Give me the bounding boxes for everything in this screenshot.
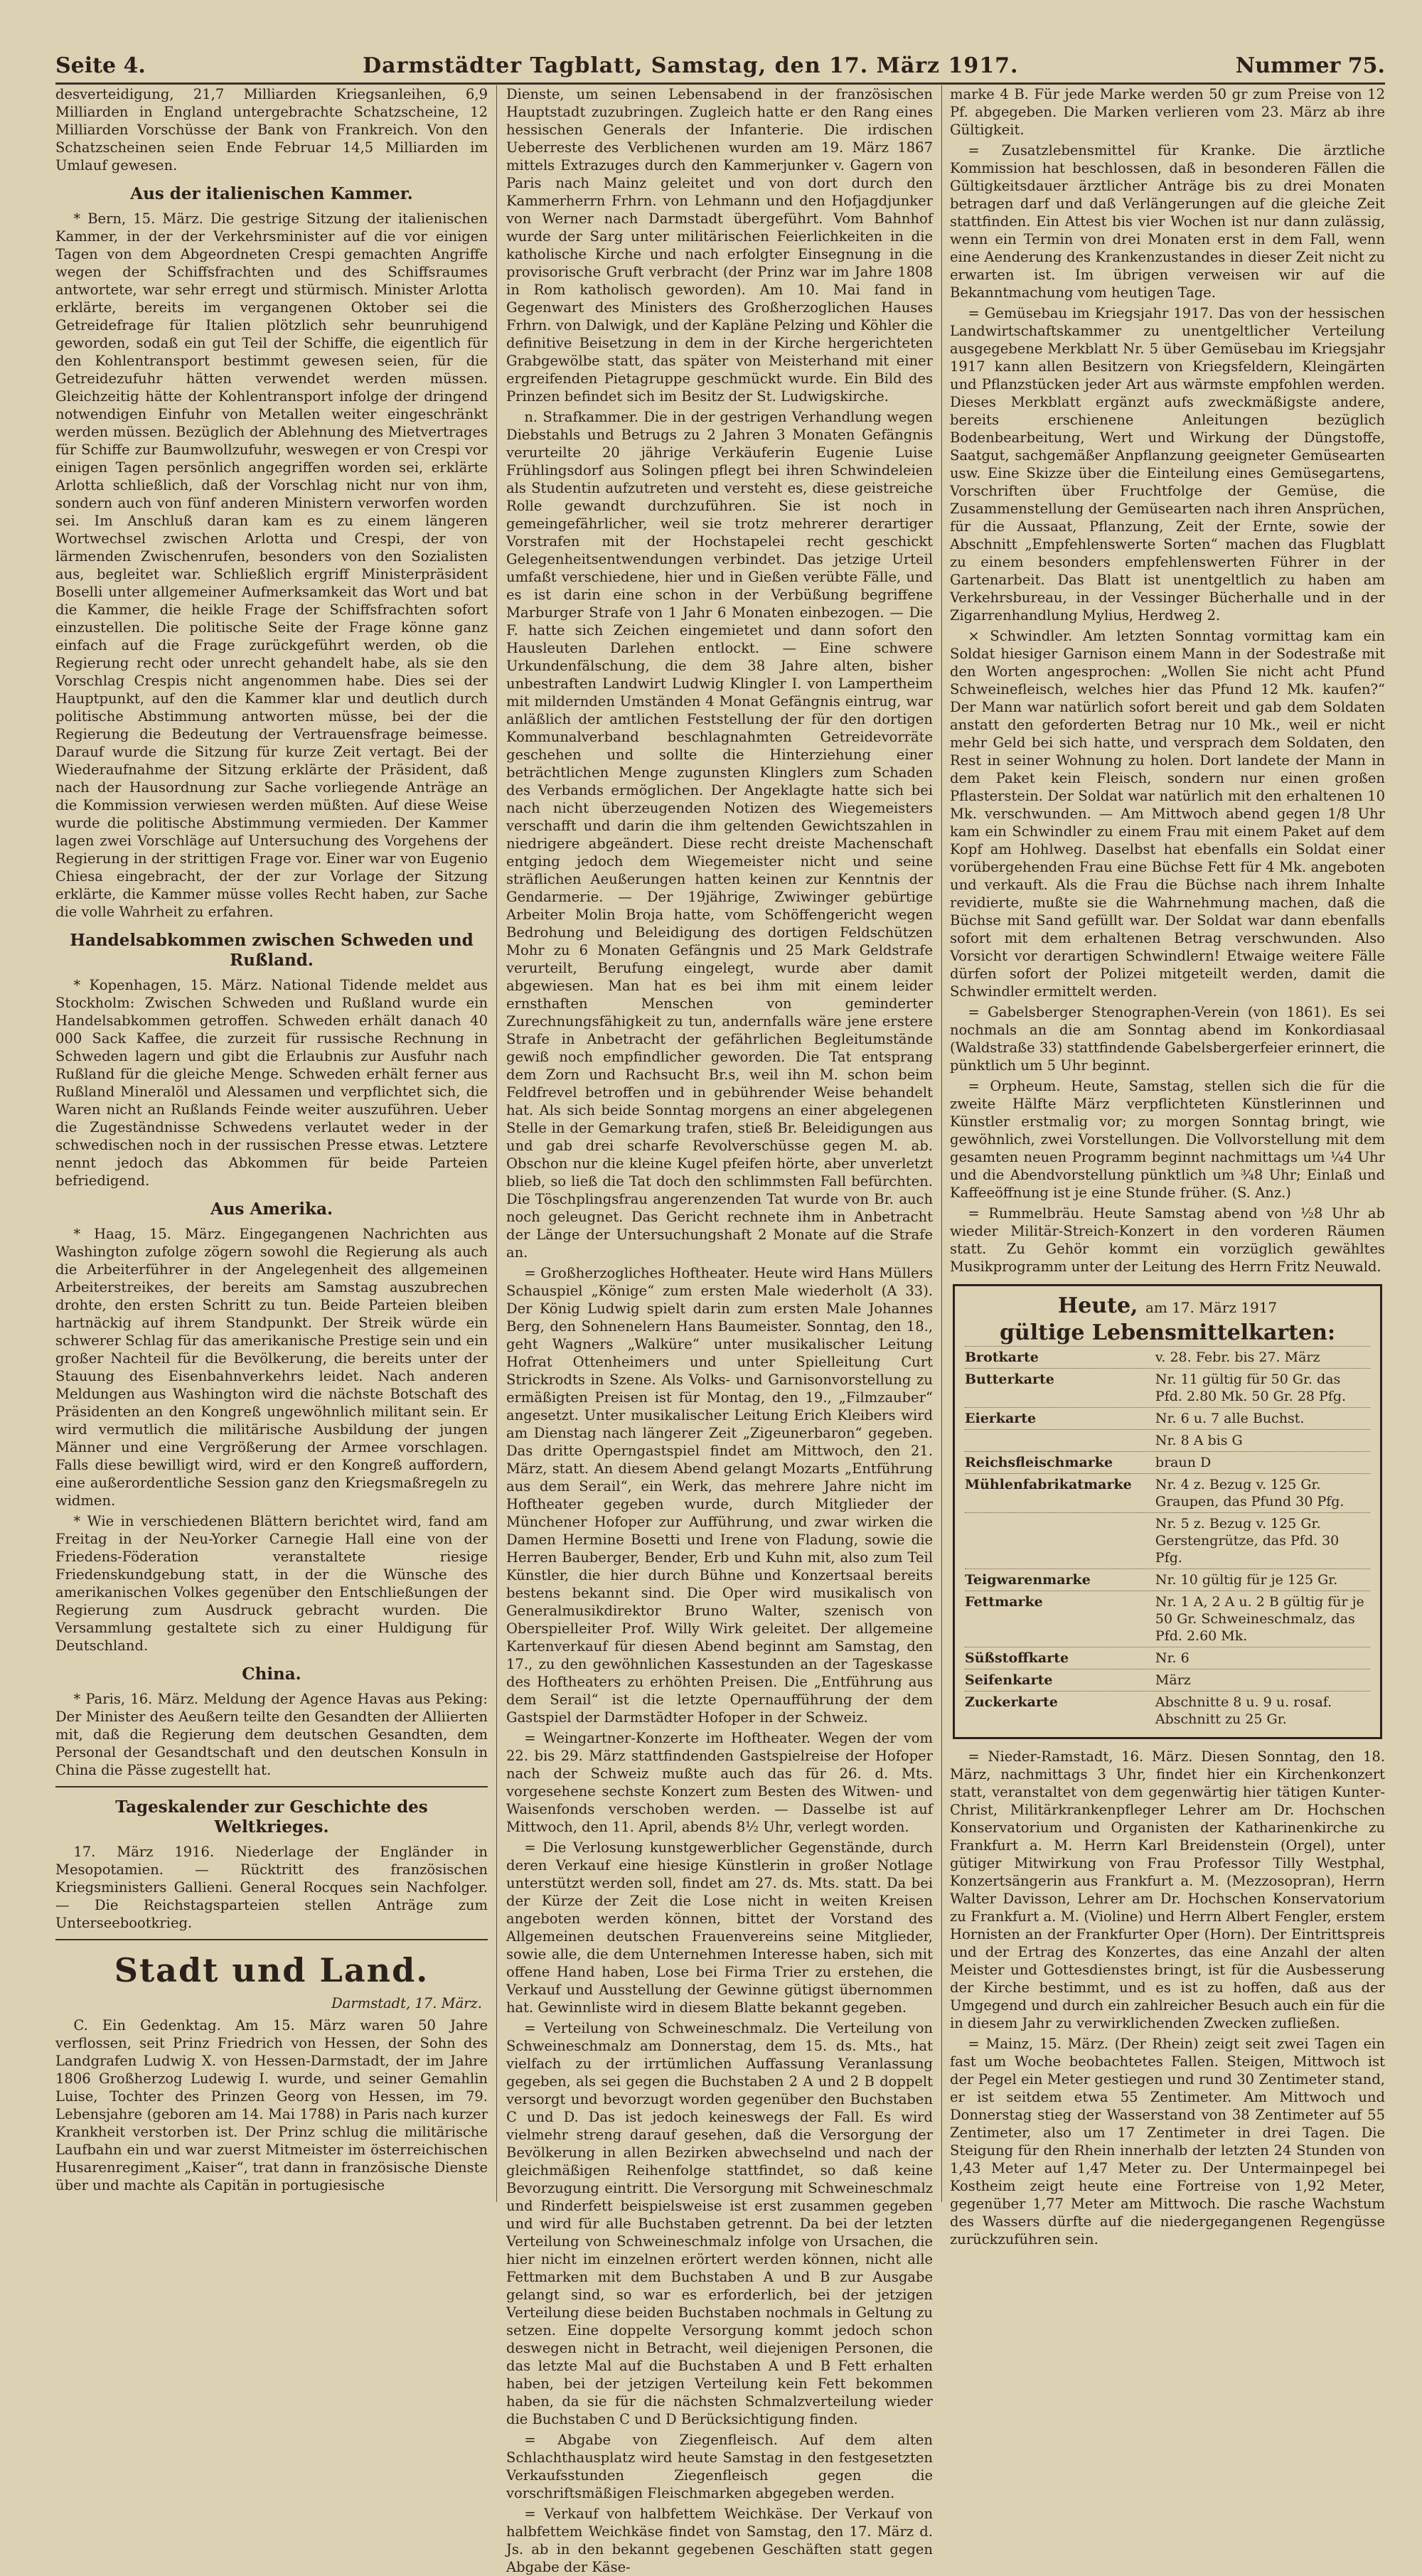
article-text: = Gemüsebau im Kriegsjahr 1917. Das von der hessischen Landwirtschaftskammer zu unentgeltlicher Verteilung ausgegebene Merkblatt Nr. 5 über Gemüsebau im Kriegsjahr 1917 kann allen Besitzern von Kriegsfeldern, Kleingärten und Pflanzstücken jeder Art aus wärmste empfohlen werden. Dieses Merkblatt ergänzt aufs zweckmäßigste andere, bereits erschienene Anleitungen bezüglich Bodenbearbeitung, Wert und Wirkung der Düngstoffe, Saatgut, sachgemäßer Anpflanzung geeigneter Gemüsearten usw. Eine Skizze über die Einteilung eines Gemüsegartens, Vorschriften über Fruchtfolge der Gemüse, die Zusammenstellung der Gemüsearten nach ihren Ansprüchen, für die Aussaat, Pflanzung, Zeit der Ernte, sowie der Abschnitt „Empfehlenswerte Sorten“ machen das Flugblatt zu einem besonders empfehlenswerten Führer in der Gartenarbeit. Das Blatt ist unentgeltlich zu haben am Verkehrsbureau, in der Vessinger Bücherhalle und in der Zigarrenhandlung Mylius, Herdweg 2. [950,305,1385,624]
column-divider [496,85,497,2202]
article-text: = Großherzogliches Hoftheater. Heute wird Hans Müllers Schauspiel „Könige“ zum ersten Male wiederholt (A 33). Der König Ludwig spielt darin zum ersten Male Johannes Berg, den Sohnenelern Hans Baumeister. Sonntag, den 18., geht Wagners „Walküre“ unter musikalischer Leitung Hofrat Ottenheimers und unter Spielleitung Curt Strickrodts in Szene. Als Volks- und Garnisonvorstellung zu ermäßigten Preisen ist für Montag, den 19., „Filmzauber“ angesetzt. Unter musikalischer Leitung Erich Kleibers wird am Dienstag nach längerer Zeit „Zigeunerbaron“ gegeben. Das dritte Operngastspiel findet am Mittwoch, den 21. März, statt. An diesem Abend gelangt Mozarts „Entführung aus dem Serail“, ein Werk, das mehrere Jahre nicht im Hoftheater gegeben wurde, durch Mitglieder der Münchener Hofoper zur Aufführung, und zwar wirken die Damen Hermine Bosetti und Irene von Fladung, sowie die Herren Bauberger, Bender, Erb und Kuhn mit, also zum Teil Künstler, die hier durch Bühne und Konzertsaal bereits bestens bekannt sind. Die Oper wird musikalisch von Generalmusikdirektor Bruno Walter, szenisch von Oberspielleiter Prof. Willy Wirk geleitet. Der allgemeine Kartenverkauf für diesen Abend beginnt am Samstag, den 17., zu den gewöhnlichen Kassestunden an der Tageskasse des Hoftheaters zu erhöhten Preisen. Die „Entführung aus dem Serail“ ist die letzte Opernaufführung der dem Gastspiel der Darmstädter Hofoper in der Schweiz. [506,1265,933,1726]
section-divider [55,1939,488,1940]
ration-box-subtitle: gültige Lebensmittelkarten: [999,1320,1336,1345]
ration-card-name [965,1432,1155,1449]
ration-row [965,1451,1370,1473]
ration-row [965,1368,1370,1407]
article-text: = Zusatzlebensmittel für Kranke. Die ärztliche Kommission hat beschlossen, daß in besonderen Fällen die Gültigkeitsdauer ärztlicher Anträge bis zu drei Monaten betragen darf und daß Verlängerungen auf die gleiche Zeit stattfinden. Ein Attest bis vier Wochen ist nur dann zulässig, wenn ein Termin von drei Monaten erst in dem Fall, wenn eine Aenderung des Krankenzustandes in dieser Zeit nicht zu erwarten ist. Im übrigen verweisen wir auf die Bekanntmachung vom heutigen Tage. [950,142,1385,301]
page-number: Seite 4. [55,53,146,78]
article-text: * Paris, 16. März. Meldung der Agence Havas aus Peking: Der Minister des Aeußern teilte den Gesandten der Alliierten mit, daß die Regierung dem deutschen Gesandten, dem Personal der Gesandtschaft und den deutschen Konsuln in China die Pässe zugestellt hat. [55,1691,488,1778]
ration-rows [965,1346,1370,1730]
article-text: = Nieder-Ramstadt, 16. März. Diesen Sonntag, den 18. März, nachmittags 3 Uhr, findet hier ein Kirchenkonzert statt, veranstaltet von dem gegenwärtig hier tätigen Kunter-Christ, Militärkrankenpfleger Lehrer am Dr. Hochschen Konservatorium und Organisten der Katharinenkirche zu Frankfurt a. M. Herrn Karl Breidenstein (Orgel), unter gütiger Mitwirkung von Frau Professor Tilly Westphal, Konzertsängerin aus Frankfurt a. M. (Mezzosopran), Herrn Walter Davisson, Lehrer am Dr. Hochschen Konservatorium zu Frankfurt a. M. (Violine) und Herrn Albert Fengler, erstem Hornisten an der Frankfurter Oper (Horn). Der Eintrittspreis und der Ertrag des Konzertes, das eine Anzahl der alten Meister und Gottesdienstes bringt, ist für die Ausbesserung der Kirche bestimmt, und es ist zu hoffen, daß aus der Umgegend und durch ein zahlreicher Besuch auch ein für die in diesem Jahr zu verwirklichenden Zwecken zufließen. [950,1748,1385,2031]
ration-row [965,1473,1370,1512]
ration-card-name: Teigwarenmarke [965,1572,1091,1588]
article-text: = Abgabe von Ziegenfleisch. Auf dem alten Schlachthausplatz wird heute Samstag in den festgesetzten Verkaufsstunden Ziegenfleisch gegen die vorschriftsmäßigen Fleischmarken abgegeben werden. [506,2432,933,2501]
article-text: = Weingartner-Konzerte im Hoftheater. Wegen der vom 22. bis 29. März stattfindenden Gastspielreise der Hofoper nach der Schweiz mußte auch das für 26. d. Mts. vorgesehene sechste Konzert zum Besten des Witwen- und Waisenfonds verschoben werden. — Dasselbe ist auf Mittwoch, den 11. April, abends 8½ Uhr, verlegt worden. [506,1730,933,1835]
column-2 [506,85,933,2575]
article-text: = Verteilung von Schweineschmalz. Die Verteilung von Schweineschmalz am Donnerstag, dem 15. ds. Mts., hat vielfach zu der irrtümlichen Auffassung Veranlassung gegeben, als sei gegen die Buchstaben 2 A und 2 B doppelt versorgt und bevorzugt worden gegenüber den Buchstaben C und D. Das ist jedoch keineswegs der Fall. Es wird vielmehr streng darauf gesehen, daß die Versorgung der Bevölkerung in allen Bezirken abwechselnd und nach der gleichmäßigen Reihenfolge stattfindet, so daß keine Bevorzugung eintritt. Die Versorgung mit Schweineschmalz und Rinderfett beispielsweise ist erst zusammen gegeben und wird für alle Buchstaben getrennt. Da bei der letzten Verteilung von Schweineschmalz infolge von Ursachen, die hier nicht im einzelnen erörtert werden können, nicht alle Fettmarken mit dem Buchstaben A und B zur Ausgabe gelangt sind, so war es erforderlich, bei der jetzigen Verteilung diese beiden Buchstaben nochmals in Geltung zu setzen. Eine doppelte Versorgung kommt jedoch schon deswegen nicht in Betracht, weil diejenigen Personen, die das letzte Mal auf die Buchstaben A und B Fett erhalten haben, bei der jetzigen Verteilung kein Fett bekommen haben, da sie für die nächsten Schmalzverteilung wieder die Buchstaben C und D Berücksichtigung finden. [506,2020,933,2427]
ration-row [965,1568,1370,1591]
article-text: 17. März 1916. Niederlage der Engländer in Mesopotamien. — Rücktritt des französischen Kriegsministers Gallieni. General Rocques sein Nachfolger. — Die Reichstagsparteien stellen Anträge zum Unterseebootkrieg. [55,1844,488,1931]
ration-title-date: am 17. März 1917 [1145,1299,1278,1316]
article-text: = Gabelsberger Stenographen-Verein (von 1861). Es sei nochmals an die am Sonntag abend im Konkordiasaal (Waldstraße 33) stattfindende Gabelsbergerfeier erinnert, die pünktlich um 5 Uhr beginnt. [950,1004,1385,1074]
ration-card-name: Mühlenfabrikatmarke [965,1477,1132,1492]
article-text: = Verkauf von halbfettem Weichkäse. Der Verkauf von halbfettem Weichkäse findet von Samstag, den 17. März d. Js. ab in den bekannt gegebenen Geschäften statt gegen Abgabe der Käse- [506,2506,933,2575]
ration-card-validity: Nr. 4 z. Bezug v. 125 Gr. Graupen, das Pfund 30 Pfg. [1155,1477,1345,1509]
ration-row [965,1669,1370,1691]
article-text: * Haag, 15. März. Eingegangenen Nachrichten aus Washington zufolge zögern sowohl die Regierung als auch die Arbeiterführer in der Angelegenheit des allgemeinen Arbeiterstreikes, der bereits am Samstag auszubrechen drohte, den ersten Schritt zu tun. Beide Parteien bleiben hartnäckig auf ihrem Standpunkt. Der Streik würde ein schwerer Schlag für das amerikanische Prestige sein und ein großer Nachteil für die Bevölkerung, die bereits unter der Stauung des Eisenbahnverkehrs leidet. Nach anderen Meldungen aus Washington wird die nächste Botschaft des Präsidenten an den Kongreß ungewöhnlich militant sein. Er wird vermutlich die militärische Ausbildung der jungen Männer und eine Vergrößerung der Armee vorschlagen. Falls diese bewilligt wird, wird er den Kongreß auffordern, eine außerordentliche Session ganz den Kriegsmaßregeln zu widmen. [55,1226,488,1509]
ration-card-validity: braun D [1155,1455,1212,1470]
article-text: desverteidigung, 21,7 Milliarden Kriegsanleihen, 6,9 Milliarden in England untergebrachte Schatzscheine, 12 Milliarden Vorschüsse der Bank von Frankreich. Von den Schatzscheinen seien Ende Februar 14,5 Milliarden im Umlauf gewesen. [55,86,488,173]
headline-war-calendar: Tageskalender zur Geschichte des Weltkrieges. [115,1797,428,1837]
section-divider [55,1786,488,1787]
ration-card-name [965,1515,1155,1566]
ration-card-validity: Nr. 6 [1155,1650,1190,1666]
ration-cards-box [953,1284,1382,1739]
ration-card-name: Eierkarte [965,1411,1037,1426]
column-3 [950,85,1385,2248]
ration-row [965,1647,1370,1669]
ration-card-validity: Nr. 11 gültig für 50 Gr. das Pfd. 2.80 Mk. 50 Gr. 28 Pfg. [1155,1372,1347,1404]
ration-card-name: Reichsfleischmarke [965,1455,1113,1470]
ration-card-name: Zuckerkarte [965,1694,1058,1710]
ration-row [965,1591,1370,1647]
ration-card-validity: Nr. 6 u. 7 alle Buchst. [1155,1411,1305,1426]
article-text: = Mainz, 15. März. (Der Rhein) zeigt seit zwei Tagen ein fast um Woche beobachtetes Fallen. Steigen, Mittwoch ist der Pegel ein Meter gestiegen und rund 30 Zentimeter stand, er ist seitdem etwa 55 Zentimeter. Am Mittwoch und Donnerstag stieg der Wasserstand von 38 Zentimeter auf 55 Zentimeter, also um 17 Zentimeter in drei Tagen. Die Steigung für den Rhein innerhalb der letzten 24 Stunden von 1,43 Meter auf 1,47 Meter zu. Der Untermainpegel bei Kostheim zeigt heute eine Fortreise von 1,92 Meter, gegenüber 1,77 Meter am Mittwoch. Die rasche Wachstum des Wassers dürfte auf die niedergegangenen Regengüsse zurückzuführen sein. [950,2036,1385,2248]
ration-card-name: Fettmarke [965,1594,1043,1610]
article-text: = Die Verlosung kunstgewerblicher Gegenstände, durch deren Verkauf eine hiesige Künstlerin in großer Notlage unterstützt werden soll, findet am 27. ds. Mts. statt. Da bei der Kürze der Zeit die Lose nicht in weiten Kreisen angeboten werden können, bittet der Vorstand des Allgemeinen deutschen Frauenvereins seine Mitglieder, sowie alle, die dem Unternehmen Interesse haben, sich mit offene Hand haben, Lose bei Firma Trier zu erstehen, die Verkauf und Ausstellung der Gewinne gütigst übernommen hat. Gewinnliste wird in diesem Blatte bekannt gegeben. [506,1839,933,2016]
ration-row [965,1407,1370,1429]
ration-row [965,1429,1370,1451]
newspaper-title-date: Darmstädter Tagblatt, Samstag, den 17. März 1917. [363,53,1019,78]
dateline: Darmstadt, 17. März. [331,1995,482,2011]
ration-card-validity: Nr. 10 gültig für je 125 Gr. [1155,1572,1338,1588]
article-text: Dienste, um seinen Lebensabend in der französischen Hauptstadt zuzubringen. Zugleich hatte er den Rang eines hessischen Generals der Infanterie. Die irdischen Ueberreste des Verblichenen wurden am 19. März 1867 mittels Extrazuges durch den Kammerjunker v. Gagern von Paris nach Mainz geleitet und von dort durch den Kammerherrn Frhrn. von Lehmann und den Hofjagdjunker von Werner nach Darmstadt übergeführt. Vom Bahnhof wurde der Sarg unter militärischen Feierlichkeiten in die katholische Kirche und nach erfolgter Einsegnung in die provisorische Gruft verbracht (der Prinz war im Jahre 1808 in Rom katholisch geworden). Am 10. Mai fand in Gegenwart des Ministers des Großherzoglichen Hauses Frhrn. von Dalwigk, und der Kapläne Pelzing und Köhler die definitive Beisetzung in dem in der Kirche hergerichteten Grabgewölbe statt, das später von Meisterhand mit einer ergreifenden Pietagruppe geschmückt wurde. Ein Bild des Prinzen befindet sich im Besitz der St. Ludwigskirche. [506,86,933,405]
column-divider [941,85,942,2202]
article-text: * Wie in verschiedenen Blättern berichtet wird, fand am Freitag in der Neu-Yorker Carnegie Hall eine von der Friedens-Föderation veranstaltete riesige Friedenskundgebung statt, in der die Wünsche des amerikanischen Volkes gegenüber den Entschließungen der Regierung zum Ausdruck gebracht wurden. Die Versammlung gestaltete sich zu einer Huldigung für Deutschland. [55,1513,488,1654]
ration-box-title [965,1293,1370,1320]
ration-card-name: Seifenkarte [965,1672,1053,1688]
headline-america: Aus Amerika. [210,1199,333,1219]
article-text: n. Strafkammer. Die in der gestrigen Verhandlung wegen Diebstahls und Betrugs zu 2 Jahren 3 Monaten Gefängnis verurteilte 20 jährige Verkäuferin Eugenie Luise Frühlingsdorf aus Solingen pflegt bei ihren Schwindeleien als Studentin aufzutreten und versteht es, diese geistreiche Rolle gewandt durchzuführen. Sie ist noch in gemeingefährlicher, weil sie trotz mehrerer derartiger Vorstrafen mit der Hochstapelei recht geschickt Gelegenheitsentwendungen verbindet. Das jetzige Urteil umfaßt verschiedene, hier und in Gießen verübte Fälle, und es ist darin eine schon in der Verbüßung begriffene Marburger Strafe von 1 Jahr 6 Monaten einbezogen. — Die F. hatte sich Zeichen eingemietet und dann sofort den Hausleuten Darlehen entlockt. — Eine schwere Urkundenfälschung, die dem 38 Jahre alten, bisher unbestraften Landwirt Ludwig Klingler I. von Lampertheim mit mildernden Umständen 4 Monat Gefängnis eintrug, war anläßlich der amtlichen Feststellung der für den dortigen Kommunalverband beschlagnahmten Getreidevorräte geschehen und sollte die Hinterziehung einer beträchtlichen Menge zugunsten Klinglers zum Schaden des Verbands ermöglichen. Der Angeklagte hatte sich bei nach nicht überzeugenden Notizen des Wiegemeisters verschafft und darin die ihm geltenden Gewichtszahlen in niedrigere abgeändert. Diese recht dreiste Machenschaft entging jedoch dem Wiegemeister nicht und seine sträflichen Aeußerungen hatten keinen zur Kenntnis der Gendarmerie. — Der 19jährige, Zwiwinger gebürtige Arbeiter Molin Broja hatte, vom Schöffengericht wegen Bedrohung und Beleidigung des dortigen Feldschützen Mohr zu 6 Monaten Gefängnis und 25 Mark Geldstrafe verurteilt, Berufung eingelegt, wurde aber damit abgewiesen. Man hat es bei ihm mit einem leider ernsthaften Menschen von geminderter Zurechnungsfähigkeit zu tun, andernfalls wäre jene erstere Strafe in Anbetracht der gefährlichen Begleitumstände gewiß noch empfindlicher geworden. Die Tat entsprang dem Zorn und Rachsucht Br.s, weil ihn M. schon beim Feldfrevel betroffen und in gebührender Weise behandelt hat. Als sich beide Sonntag morgens an einer abgelegenen Stelle in der Gemarkung trafen, stieß Br. Beleidigungen aus und gab drei scharfe Revolverschüsse gegen M. ab. Obschon nur die kleine Kugel pfeifen hörte, aber unverletzt blieb, so ließ die Tat doch den schlimmsten Fall befürchten. Die Töschplingsfrau angerenzenden Tat wurde von Br. auch noch geleugnet. Das Gericht rechnete ihm in Anbetracht der Länge der Untersuchungshaft 2 Monate auf die Strafe an. [506,409,933,1261]
issue-number: Nummer 75. [1235,53,1385,78]
headline-trade-agreement: Handelsabkommen zwischen Schweden und Rußland. [70,931,474,970]
headline-italian-chamber: Aus der italienischen Kammer. [130,184,413,203]
ration-card-validity: März [1155,1672,1191,1688]
ration-card-validity: Nr. 5 z. Bezug v. 125 Gr. Gerstengrütze, das Pfd. 30 Pfg. [1155,1516,1340,1566]
article-text: * Bern, 15. März. Die gestrige Sitzung der italienischen Kammer, in der der Verkehrsminister auf die vor einigen Tagen von dem Abgeordneten Crespi gemachten Angriffe wegen der Schiffsfrachten und des Schiffsraumes antwortete, war sehr erregt und stürmisch. Minister Arlotta erklärte, bereits im vergangenen Oktober sei die Getreidefrage für Italien plötzlich sehr beunruhigend geworden, sodaß ein gut Teil der Schiffe, die eigentlich für den Kohlentransport bestimmt gewesen seien, für die Getreidezufuhr hätten verwendet werden müssen. Gleichzeitig hätte der Kohlentransport infolge der dringend notwendigen Einfuhr von Metallen weiter eingeschränkt werden müssen. Bezüglich der Ablehnung des Mietvertrages für Schiffe zur Baumwollzufuhr, weswegen er von Crespi vor einigen Tagen persönlich angegriffen worden sei, erklärte Arlotta schließlich, daß der Vorschlag nicht nur von ihm, sondern auch von fünf anderen Ministern verworfen worden sei. Im Anschluß daran kam es zu einem längeren Wortwechsel zwischen Arlotta und Crespi, der von lärmenden Zwischenrufen, besonders von den Sozialisten aus, begleitet war. Schließlich ergriff Ministerpräsident Boselli unter allgemeiner Aufmerksamkeit das Wort und bat die Kammer, die heikle Frage der Schiffsfrachten sofort einzustellen. Die politische Seite der Frage könne ganz einfach auf die Frage zurückgeführt werden, ob die Regierung recht oder unrecht gehandelt habe, als sie den Vorschlag Crespis nicht angenommen habe. Dies sei der Hauptpunkt, auf den die Kammer klar und deutlich durch politische Abstimmung antworten müsse, bei der die Regierung die Bedeutung der Vertrauensfrage beimesse. Darauf wurde die Sitzung für kurze Zeit vertagt. Bei der Wiederaufnahme der Sitzung erklärte der Präsident, daß nach der Hausordnung zur Sache vorliegende Anträge an die Kommission verwiesen werden müßten. Auf diese Weise wurde die politische Abstimmung vermieden. Der Kammer lagen zwei Vorschläge auf Untersuchung des Vorgehens der Regierung in der strittigen Frage vor. Einer war von Eugenio Chiesa eingebracht, der der zur Vorlage der Sitzung erklärte, die Kammer müsse volles Recht haben, zur Sache die volle Wahrheit zu erfahren. [55,210,488,920]
article-text: C. Ein Gedenktag. Am 15. März waren 50 Jahre verflossen, seit Prinz Friedrich von Hessen, der Sohn des Landgrafen Ludwig X. von Hessen-Darmstadt, der im Jahre 1806 Großherzog Ludewig I. wurde, und seiner Gemahlin Luise, Tochter des Prinzen Georg von Hessen, im 79. Lebensjahre (geboren am 14. Mai 1788) in Paris nach kurzer Krankheit verstorben ist. Der Prinz schlug die militärische Laufbahn ein und war zuerst Mitmeister im österreichischen Husarenregiment „Kaiser“, trat dann in französische Dienste über und machte als Capitän in portugiesische [55,2017,488,2193]
article-text: × Schwindler. Am letzten Sonntag vormittag kam ein Soldat hiesiger Garnison einem Mann in der Sodestraße mit den Worten angesprochen: „Wollen Sie nicht acht Pfund Schweinefleisch, welches hier das Pfund 12 Mk. kaufen?“ Der Mann war natürlich sofort bereit und gab dem Soldaten anstatt den geforderten Betrag nur 10 Mk., weil er nicht mehr Geld bei sich hatte, und versprach dem Soldaten, den Rest in seiner Wohnung zu holen. Dort landete der Mann in dem Paket kein Fleisch, sondern nur einen großen Pflasterstein. Der Soldat war natürlich mit den erhaltenen 10 Mk. verschwunden. — Am Mittwoch abend gegen 1/8 Uhr kam ein Schwindler zu einem Frau mit einem Paket auf dem Kopf am Hohlweg. Daselbst hat ebenfalls ein Soldat einer vorübergehenden Frau eine Büchse Fett für 4 Mk. angeboten und verkauft. Als die Frau die Büchse nach ihrem Inhalte revidierte, mußte sie die Wahrnehmung machen, daß die Büchse mit Sand gefüllt war. Der Soldat war dann ebenfalls sofort mit dem erhaltenen Betrag verschwunden. Also Vorsicht vor derartigen Schwindlern! Etwaige weitere Fälle dürfen sofort der Polizei mitgeteilt werden, damit die Schwindler ermittelt werden. [950,628,1385,1000]
article-text: = Orpheum. Heute, Samstag, stellen sich die für die zweite Hälfte März verpflichteten Künstlerinnen und Künstler erstmalig vor; zu morgen Sonntag bringt, wie gewöhnlich, zwei Vorstellungen. Die Vollvorstellung mit dem gesamten neuen Programm beginnt nachmittags um ¼4 Uhr und die Abendvorstellung pünktlich um ¾8 Uhr; Einlaß und Kaffeeöffnung ist je eine Stunde früher. (S. Anz.) [950,1078,1385,1201]
article-text: = Rummelbräu. Heute Samstag abend von ½8 Uhr ab wieder Militär-Streich-Konzert in den vorderen Räumen statt. Zu Gehör kommt ein vorzüglich gewähltes Musikprogramm unter der Leitung des Herrn Fritz Neuwald. [950,1205,1385,1275]
article-text: marke 4 B. Für jede Marke werden 50 gr zum Preise von 12 Pf. abgegeben. Die Marken verlieren vom 23. März ab ihre Gültigkeit. [950,86,1385,138]
article-text: * Kopenhagen, 15. März. National Tidende meldet aus Stockholm: Zwischen Schweden und Rußland wurde ein Handelsabkommen getroffen. Schweden erhält danach 40 000 Sack Kaffee, die zurzeit für russische Rechnung in Schweden lagern und gibt die Erlaubnis zur Ausfuhr nach Rußland für die gleiche Menge. Schweden erhält ferner aus Rußland Mineralöl und Alessamen und verpflichtet sich, die Waren nicht an Rußlands Feinde weiter auszuführen. Ueber die Zugeständnisse Schwedens verlautet weder in der schwedischen noch in der russischen Presse etwas. Letztere nennt jedoch das Abkommen für beide Parteien befriedigend. [55,977,488,1189]
column-1 [55,85,488,2202]
ration-row [965,1512,1370,1568]
section-title-city-and-country: Stadt und Land. [114,1951,429,1989]
ration-card-validity: Nr. 8 A bis G [1155,1433,1243,1448]
ration-row [965,1346,1370,1368]
ration-card-validity: Abschnitte 8 u. 9 u. rosaf. Abschnitt zu 25 Gr. [1155,1694,1332,1727]
masthead [55,40,1385,85]
ration-card-validity: v. 28. Febr. bis 27. März [1155,1350,1320,1365]
ration-card-validity: Nr. 1 A, 2 A u. 2 B gültig für je 50 Gr. Schweineschmalz, das Pfd. 2.60 Mk. [1155,1594,1364,1644]
ration-card-name: Süßstoffkarte [965,1650,1069,1666]
ration-card-name: Butterkarte [965,1372,1054,1387]
headline-china: China. [242,1664,301,1684]
ration-card-name: Brotkarte [965,1350,1039,1365]
ration-row [965,1691,1370,1730]
ration-title-prefix: Heute, [1057,1293,1138,1318]
